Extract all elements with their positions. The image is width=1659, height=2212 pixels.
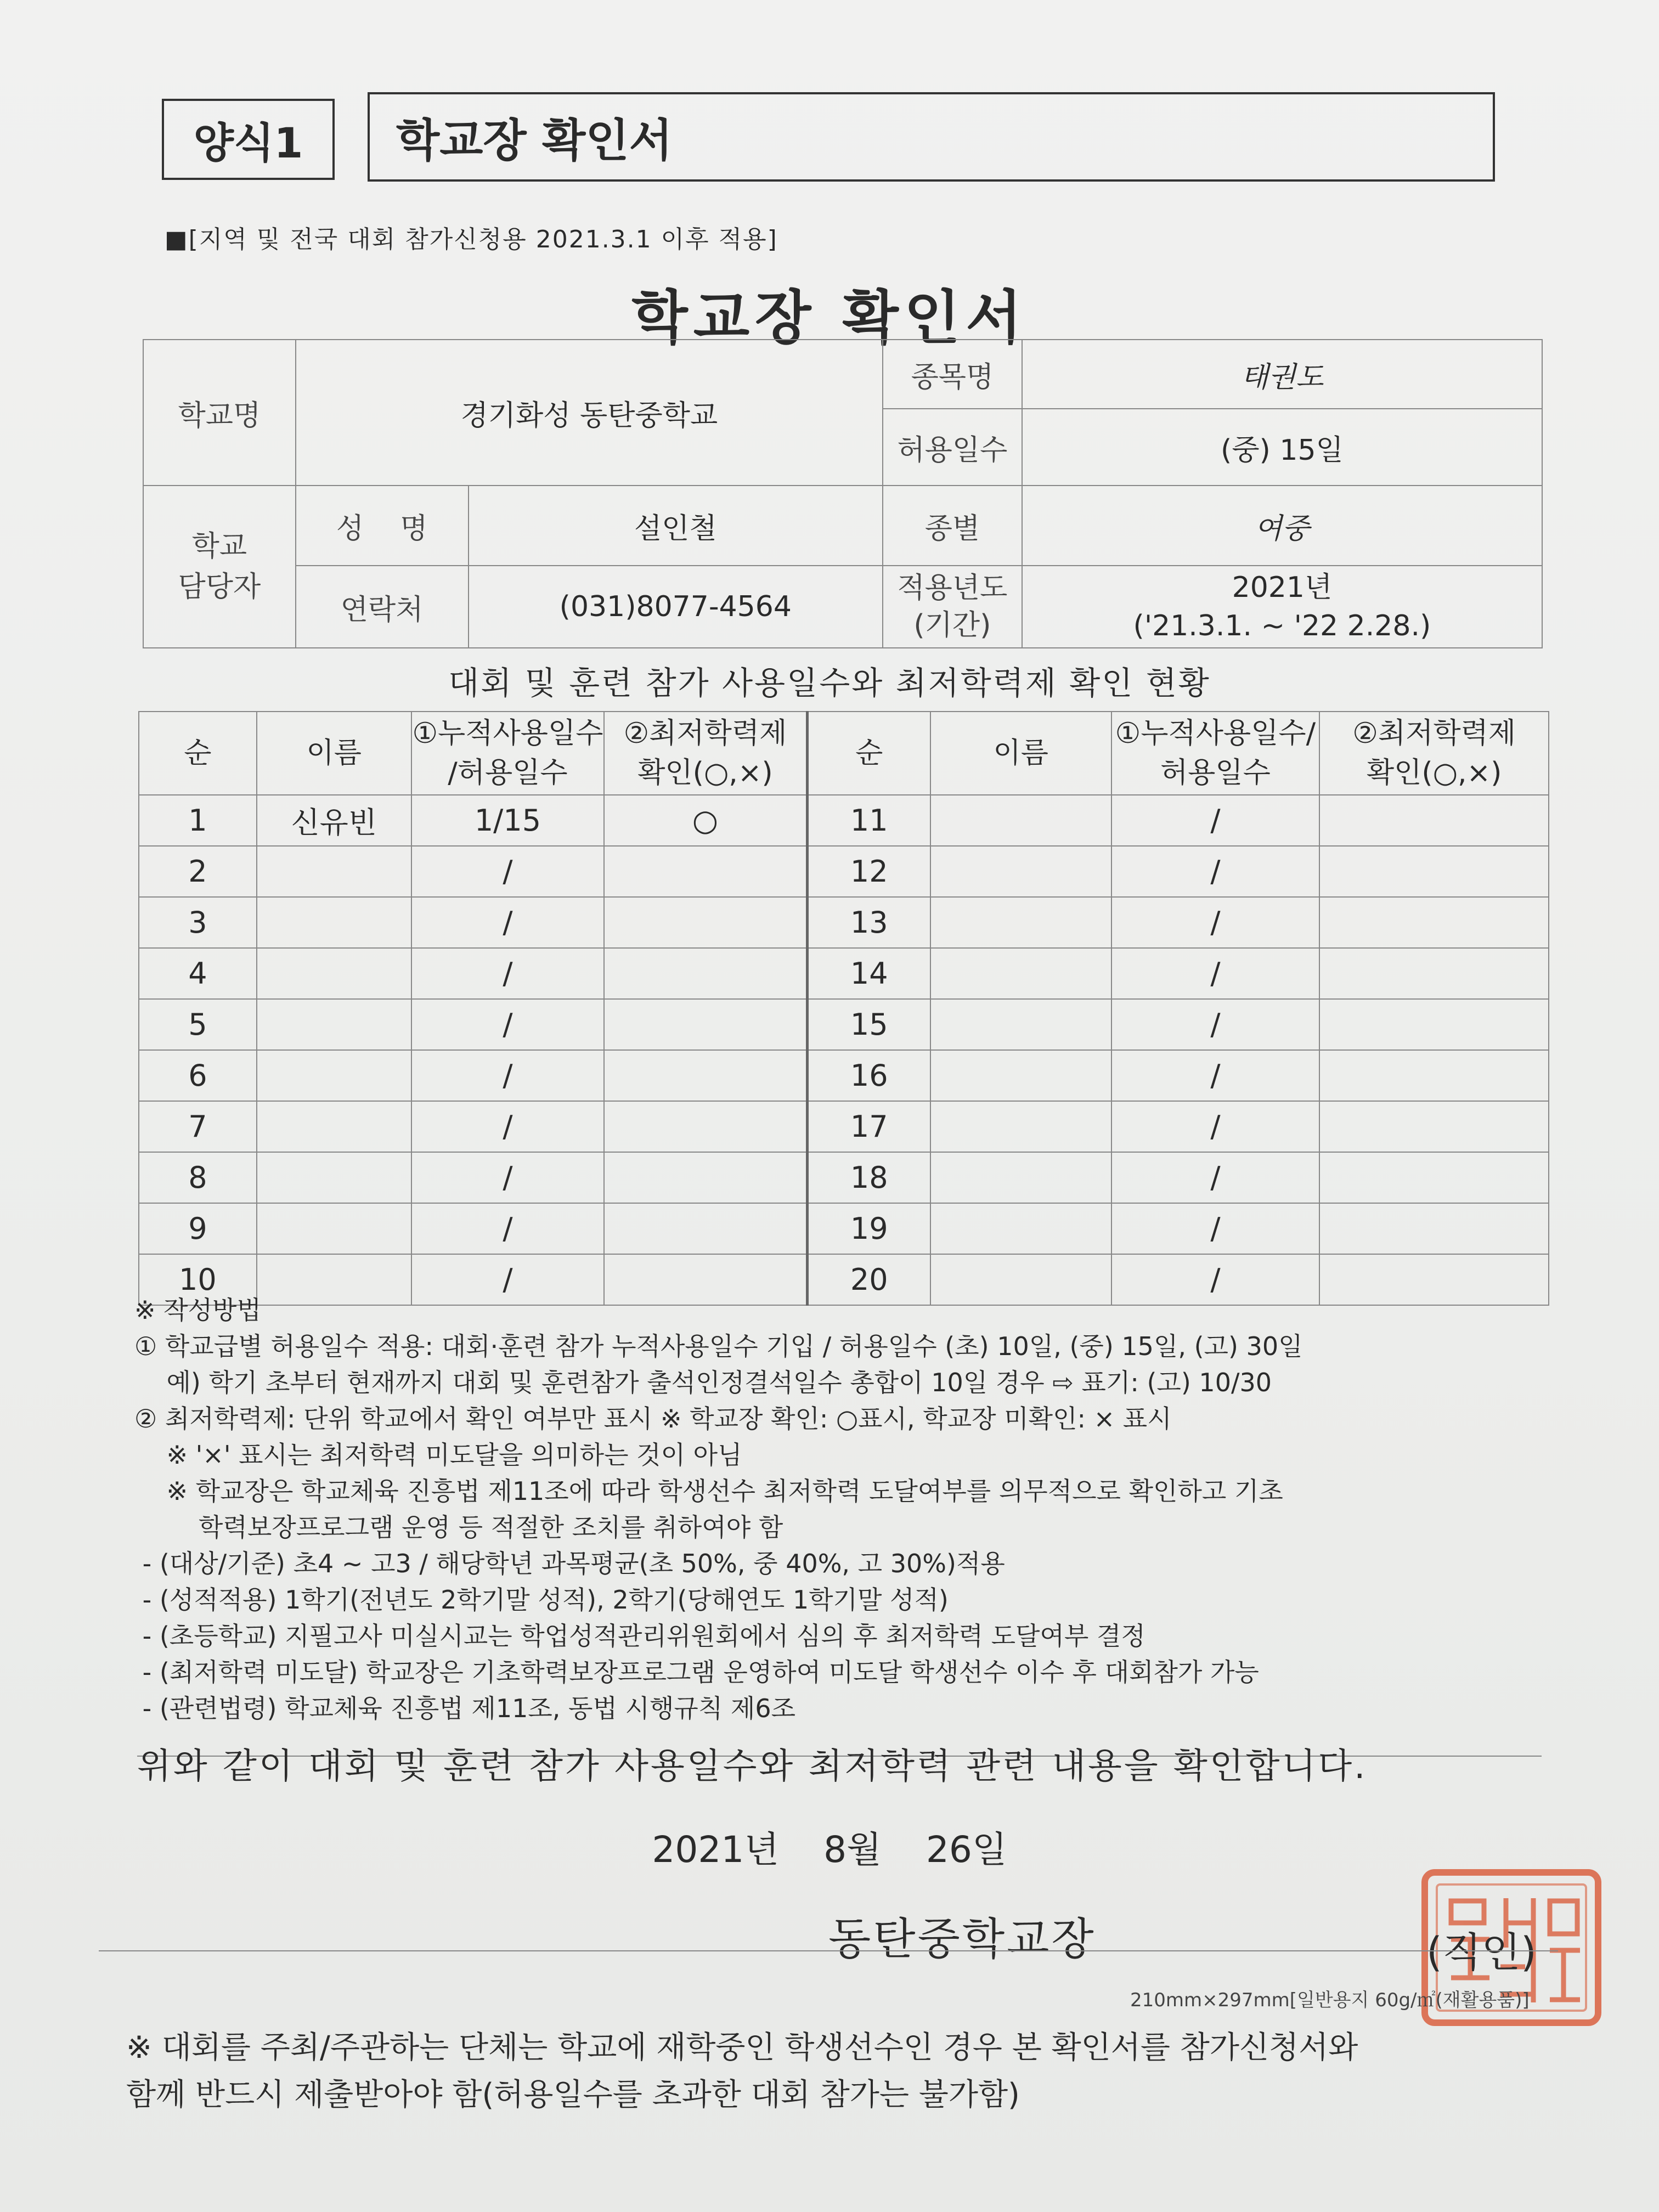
table-row (139, 897, 1549, 948)
student-name (257, 1203, 411, 1254)
sport-value: 태권도 (1022, 340, 1542, 409)
note-line: ※ 작성방법 (134, 1295, 261, 1325)
main-title: 학교장 확인서 (631, 284, 1028, 352)
row-no: 3 (139, 897, 257, 948)
footer-note: ※ 대회를 주최/주관하는 단체는 학교에 재학중인 학생선수인 경우 본 확인서를 참가신청서와 함께 반드시 제출받아야 함(허용일수를 초과한 대회 참가는 불가함) (126, 2030, 1358, 2113)
used-days: / (1111, 1254, 1320, 1305)
row-no: 17 (807, 1101, 930, 1152)
academic-check (1319, 846, 1549, 897)
table-row (139, 948, 1549, 999)
col-name: 이름 (257, 712, 411, 795)
student-name (257, 1050, 411, 1101)
student-name (930, 1101, 1111, 1152)
col-check-2: ②최저학력제 확인(○,×) (1319, 712, 1549, 795)
table-row (139, 1050, 1549, 1101)
col-days: ①누적사용일수 /허용일수 (411, 712, 605, 795)
row-no: 14 (807, 948, 930, 999)
academic-check (1319, 1101, 1549, 1152)
contact-label: 연락처 (296, 566, 469, 648)
contact-value: (031)8077-4564 (469, 566, 883, 648)
row-no: 12 (807, 846, 930, 897)
note-line: ② 최저학력제: 단위 학교에서 확인 여부만 표시 ※ 학교장 확인: ○표시, 학교장 미확인: × 표시 (134, 1404, 1172, 1434)
academic-check (604, 1152, 807, 1203)
used-days: / (411, 948, 605, 999)
date-month: 8월 (823, 1829, 882, 1871)
used-days: / (1111, 1050, 1320, 1101)
student-name (257, 999, 411, 1050)
paper-spec: 210mm×297mm[일반용지 60g/㎡(재활용품)] (1130, 1989, 1530, 2011)
name-label: 성 명 (296, 486, 469, 566)
note-line: - (최저학력 미도달) 학교장은 기초학력보장프로그램 운영하여 미도달 학생선수 이수 후 대회참가 가능 (134, 1657, 1259, 1687)
row-no: 9 (139, 1203, 257, 1254)
row-no: 5 (139, 999, 257, 1050)
apply-note: ■[지역 및 전국 대회 참가신청용 2021.3.1 이후 적용] (165, 225, 778, 253)
note-line: 예) 학기 초부터 현재까지 대회 및 훈련참가 출석인정결석일수 총합이 10일 경우 ⇨ 표기: (고) 10/30 (134, 1368, 1272, 1397)
table-row (139, 999, 1549, 1050)
seal-label: (직인) (1426, 1929, 1537, 1976)
note-line: - (성적적용) 1학기(전년도 2학기말 성적), 2학기(당해연도 1학기말 성적) (134, 1585, 949, 1615)
academic-check (604, 1203, 807, 1254)
academic-check (604, 846, 807, 897)
academic-check (604, 1101, 807, 1152)
row-no: 8 (139, 1152, 257, 1203)
student-name (930, 1203, 1111, 1254)
roster-table (138, 711, 1549, 1306)
used-days: / (1111, 846, 1320, 897)
school-name: 경기화성 동탄중학교 (296, 340, 883, 486)
used-days: / (411, 846, 605, 897)
student-name (257, 897, 411, 948)
row-no: 13 (807, 897, 930, 948)
academic-check (604, 897, 807, 948)
school-info-table (143, 339, 1543, 648)
table-row (139, 846, 1549, 897)
student-name (257, 948, 411, 999)
year-label: 적용년도 (기간) (883, 566, 1022, 648)
notes-section (134, 1292, 1561, 1726)
table-row (139, 1152, 1549, 1203)
academic-check (1319, 1152, 1549, 1203)
used-days: / (411, 1203, 605, 1254)
student-name (930, 897, 1111, 948)
period-value: ('21.3.1. ~ '22 2.28.) (1133, 610, 1431, 642)
allowed-value: (중) 15일 (1022, 409, 1542, 486)
academic-check (1319, 897, 1549, 948)
manager-label: 학교 담당자 (143, 486, 296, 648)
confirm-statement: 위와 같이 대회 및 훈련 참가 사용일수와 최저학력 관련 내용을 확인합니다. (137, 1746, 1368, 1787)
row-no: 2 (139, 846, 257, 897)
note-line: - (초등학교) 지필고사 미실시교는 학업성적관리위원회에서 심의 후 최저학력 도달여부 결정 (134, 1621, 1146, 1651)
allowed-label: 허용일수 (883, 409, 1022, 486)
row-no: 6 (139, 1050, 257, 1101)
used-days: / (1111, 897, 1320, 948)
category-label: 종별 (883, 486, 1022, 566)
note-line: ① 학교급별 허용일수 적용: 대회·훈련 참가 누적사용일수 기입 / 허용일수 (초) 10일, (중) 15일, (고) 30일 (134, 1331, 1303, 1361)
table-row (139, 1203, 1549, 1254)
used-days: / (1111, 1101, 1320, 1152)
note-line: ※ '×' 표시는 최저학력 미도달을 의미하는 것이 아님 (134, 1440, 742, 1470)
academic-check (1319, 1203, 1549, 1254)
row-no: 11 (807, 795, 930, 846)
student-name: 신유빈 (257, 795, 411, 846)
principal-name: 동탄중학교장 (828, 1914, 1096, 1965)
row-no: 1 (139, 795, 257, 846)
note-line: 학력보장프로그램 운영 등 적절한 조치를 취하여야 함 (134, 1513, 783, 1542)
used-days: 1/15 (411, 795, 605, 846)
student-name (930, 1050, 1111, 1101)
student-name (257, 1152, 411, 1203)
student-name (930, 948, 1111, 999)
category-value: 여중 (1022, 486, 1542, 566)
roster-title: 대회 및 훈련 참가 사용일수와 최저학력제 확인 현황 (448, 664, 1211, 702)
divider-bottom (99, 1950, 1558, 1951)
used-days: / (411, 999, 605, 1050)
used-days: / (411, 1050, 605, 1101)
col-days-2: ①누적사용일수/ 허용일수 (1111, 712, 1320, 795)
col-no: 순 (139, 712, 257, 795)
used-days: / (1111, 999, 1320, 1050)
note-line: ※ 학교장은 학교체육 진흥법 제11조에 따라 학생선수 최저학력 도달여부를 의무적으로 확인하고 기초 (134, 1476, 1283, 1506)
row-no: 15 (807, 999, 930, 1050)
academic-check (1319, 1050, 1549, 1101)
row-no: 18 (807, 1152, 930, 1203)
row-no: 20 (807, 1254, 930, 1305)
note-line: - (관련법령) 학교체육 진흥법 제11조, 동법 시행규칙 제6조 (134, 1694, 796, 1723)
student-name (930, 999, 1111, 1050)
used-days: / (411, 1101, 605, 1152)
row-no: 16 (807, 1050, 930, 1101)
date-day: 26일 (926, 1829, 1007, 1871)
roster-header-row (139, 712, 1549, 795)
used-days: / (411, 1254, 605, 1305)
student-name (257, 846, 411, 897)
school-label: 학교명 (143, 340, 296, 486)
student-name (257, 1101, 411, 1152)
row-no: 19 (807, 1203, 930, 1254)
sport-label: 종목명 (883, 340, 1022, 409)
issue-date (0, 1820, 1659, 1872)
row-no: 7 (139, 1101, 257, 1152)
used-days: / (1111, 948, 1320, 999)
form-label: 양식1 (162, 99, 335, 180)
student-name (930, 846, 1111, 897)
academic-check (604, 1050, 807, 1101)
header-title: 학교장 확인서 (368, 92, 1495, 182)
student-name (930, 795, 1111, 846)
table-row (139, 795, 1549, 846)
row-no: 4 (139, 948, 257, 999)
row-no: 10 (139, 1254, 257, 1305)
manager-name: 설인철 (469, 486, 883, 566)
note-line: - (대상/기준) 초4 ~ 고3 / 해당학년 과목평균(초 50%, 중 40%, 고 30%)적용 (134, 1549, 1005, 1578)
used-days: / (1111, 1203, 1320, 1254)
academic-check (604, 999, 807, 1050)
date-year: 2021년 (652, 1829, 780, 1871)
table-row (139, 1101, 1549, 1152)
used-days: / (411, 897, 605, 948)
academic-check (1319, 795, 1549, 846)
academic-check: ○ (604, 795, 807, 846)
student-name (930, 1152, 1111, 1203)
col-name-2: 이름 (930, 712, 1111, 795)
used-days: / (411, 1152, 605, 1203)
year-cell (1022, 566, 1542, 648)
used-days: / (1111, 795, 1320, 846)
academic-check (1319, 948, 1549, 999)
col-no-2: 순 (807, 712, 930, 795)
year-value: 2021년 (1232, 571, 1333, 604)
used-days: / (1111, 1152, 1320, 1203)
col-check: ②최저학력제 확인(○,×) (604, 712, 807, 795)
academic-check (604, 948, 807, 999)
academic-check (1319, 999, 1549, 1050)
